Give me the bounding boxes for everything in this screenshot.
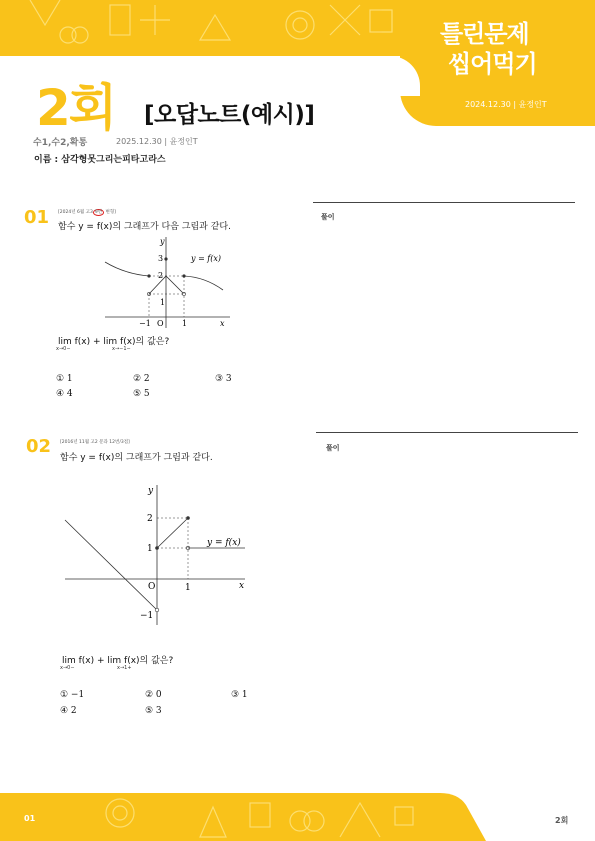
x-axis-label: x [239,581,245,591]
segment-tent [149,276,184,294]
point-closed [164,257,167,260]
date-author: 2025.12.30 | 윤정인T [116,137,198,146]
badge-title-line1: 틀린문제 [440,20,529,48]
question-graph [95,232,245,332]
badge-date: 2024.12.30 | 윤정인T [465,100,547,109]
limit-subscript: x→0− [60,665,75,671]
segment-middle [157,518,188,548]
session-number: 2회 [36,79,116,137]
limit-subscript: x→1+ [117,665,132,671]
footer-band [0,793,595,841]
choice[interactable]: ⑤ 3 [145,706,162,716]
limit-subscript: x→−1− [112,346,131,352]
question-number: 02 [26,436,52,457]
question-source: [2024년 6월 고3 9번 변형] [58,210,116,215]
curve-label: y = f(x) [191,254,222,263]
question-source: [2016년 11월 고2 문과 12번/3점] [60,440,130,445]
choice[interactable]: ④ 2 [60,706,77,716]
choice[interactable]: ② 2 [133,374,150,384]
student-name: 이름 : 삼각형못그리는피타고라스 [34,155,166,165]
y-axis-label: y [160,237,165,246]
subject-label: 수1,수2,확통 [33,138,88,148]
page-title: [오답노트(예시)] [144,102,315,128]
solution-rule [316,432,578,433]
curve-left [105,262,149,276]
footer-session: 2회 [555,816,569,825]
tick-label: 2 [147,514,153,524]
limit-subscript: x→0− [56,346,71,352]
tick-label: −1 [139,319,151,328]
question-number: 01 [24,207,50,228]
solution-label: 풀이 [321,213,335,221]
point-open [155,608,159,612]
badge-title-line2: 씹어먹기 [448,50,537,78]
tick-label: 1 [160,298,166,307]
footer-page-number: 01 [24,814,36,823]
x-axis-label: x [220,319,225,328]
source-circle-mark: 9번 [94,210,103,215]
choice[interactable]: ④ 4 [56,389,73,399]
tick-label: 1 [185,583,191,593]
tick-label: 3 [158,254,164,263]
question-stem: 함수 y = f(x)의 그래프가 다음 그림과 같다. [58,222,231,232]
solution-rule [313,202,575,203]
origin-label: O [148,582,156,592]
y-axis-label: y [148,486,154,496]
origin-label: O [157,319,164,328]
solution-label: 풀이 [326,444,340,452]
line-left [65,520,157,610]
curve-label: y = f(x) [207,538,241,548]
choice[interactable]: ② 0 [145,690,162,700]
choice[interactable]: ③ 3 [215,374,232,384]
curve-right [184,276,223,290]
question-graph [60,480,250,630]
tick-label: 2 [158,271,164,280]
choice[interactable]: ① 1 [56,374,73,384]
question-stem: 함수 y = f(x)의 그래프가 그림과 같다. [60,453,213,463]
choice[interactable]: ③ 1 [231,690,248,700]
choice[interactable]: ⑤ 5 [133,389,150,399]
tick-label: 1 [182,319,188,328]
limit-expression: lim f(x) + lim f(x)의 값은? [58,337,170,347]
limit-expression: lim f(x) + lim f(x)의 값은? [62,656,174,666]
tick-label: −1 [140,611,154,621]
tick-label: 1 [147,544,153,554]
choice[interactable]: ① −1 [60,690,85,700]
